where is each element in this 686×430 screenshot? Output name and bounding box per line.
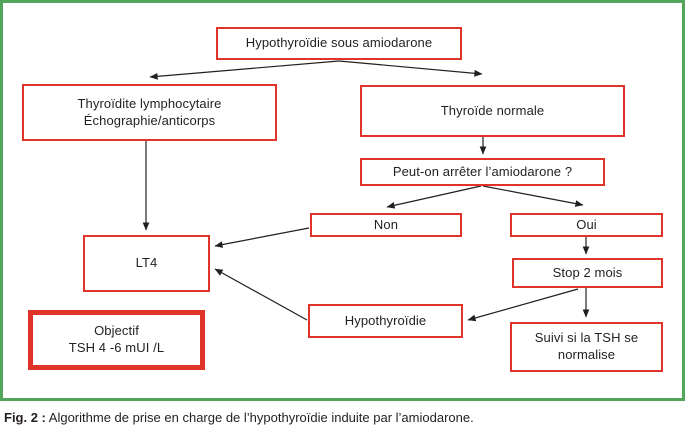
node-label-line1: Objectif [94,323,139,339]
node-label: Peut-on arrêter l’amiodarone ? [392,163,573,179]
node-label-line2: Échographie/anticorps [83,112,216,128]
figure-caption-label: Fig. 2 : [4,410,46,425]
node-label-line1: Suivi si la TSH se [534,330,639,346]
node-thyroide-normale [360,85,625,137]
node-hypothyroidie [308,304,463,338]
node-label: Hypothyroïdie [344,312,427,328]
node-suivi-tsh-normalise [510,322,663,372]
node-label-line2: normalise [557,347,616,362]
node-objectif-tsh [28,310,205,370]
node-hypothyroidie-sous-amiodarone [216,27,462,60]
node-stop-2-mois [512,258,663,288]
figure-caption-text: Algorithme de prise en charge de l’hypothyroïdie induite par l’amiodarone. [45,410,474,425]
node-lt4 [83,235,210,292]
node-label-line2: TSH 4 -6 mUI /L [68,340,165,355]
node-non [310,213,462,237]
node-label: Oui [576,216,597,232]
node-label: LT4 [135,255,158,271]
node-label: Thyroïde normale [440,102,545,118]
node-label: Stop 2 mois [552,264,623,280]
node-peut-on-arreter-amiodarone [360,158,605,186]
node-thyroidite-lymphocytaire [22,84,277,141]
node-label: Hypothyroïdie sous amiodarone [245,35,433,51]
node-oui [510,213,663,237]
figure-caption [4,410,682,426]
node-label: Non [373,216,399,232]
node-label-line1: Thyroïdite lymphocytaire [77,95,222,111]
